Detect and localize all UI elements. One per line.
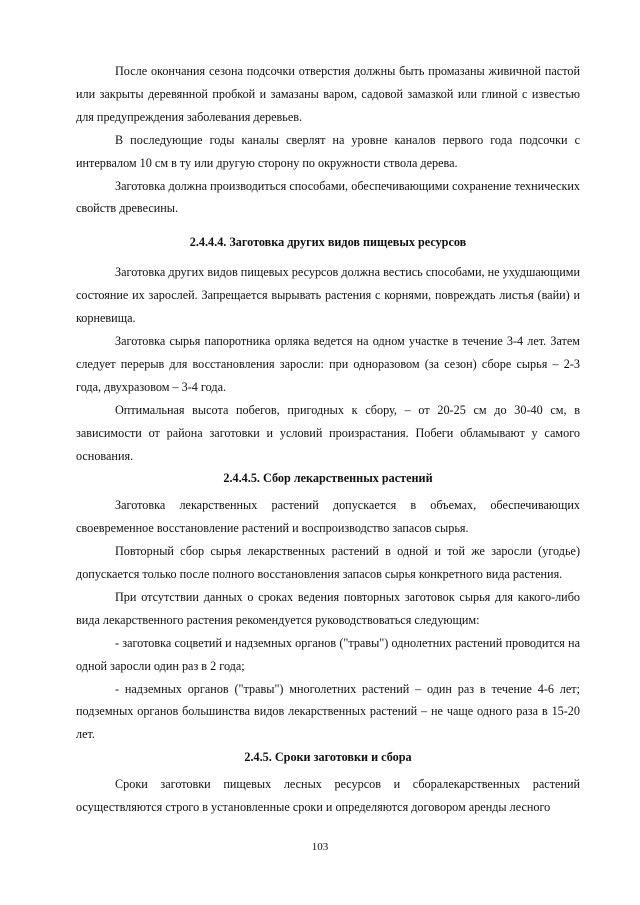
paragraph: Сроки заготовки пищевых лесных ресурсов и сборалекарственных растений осуществляются строго в установленные сроки и определяются договором аренды лесного (76, 777, 580, 815)
list-item: - надземных органов ("травы") многолетних растений – один раз в течение 4-6 лет; подземных органов большинства видов лекарственных растений – не чаще одного раза в 15-20 лет. (76, 681, 580, 742)
section-heading-2445: 2.4.4.5. Сбор лекарственных растений (223, 471, 433, 486)
list-item: - заготовка соцветий и надземных органов ("травы") однолетних растений проводится на одной заросли один раз в 2 года; (76, 635, 580, 673)
paragraph: После окончания сезона подсочки отверстия должны быть промазаны живичной пастой или закрыты деревянной пробкой и замазаны варом, садовой замазкой или глиной с известью для предупреждения заболевания деревьев. (76, 64, 580, 124)
paragraph: При отсутствии данных о сроках ведения повторных заготовок сырья для какого-либо вида лекарственного растения рекомендуется руководствоваться следующим: (76, 589, 580, 627)
paragraph: В последующие годы каналы сверлят на уровне каналов первого года подсочки с интервалом 10 см в ту или другую сторону по окружности ствола дерева. (76, 132, 580, 170)
section-heading-245: 2.4.5. Сроки заготовки и сбора (244, 750, 412, 765)
paragraph: Оптимальная высота побегов, пригодных к сбору, – от 20-25 см до 30-40 см, в зависимости от района заготовки и условий произрастания. Побеги обламывают у самого основания. (76, 402, 580, 463)
paragraph: Заготовка сырья папоротника орляка ведется на одном участке в течение 3-4 лет. Затем следует перерыв для восстановления заросли: при одноразовом (за сезон) сборе сырья – 2-3 года, двухразовом – 3-4 года. (76, 333, 580, 394)
paragraph: Заготовка лекарственных растений допускается в объемах, обеспечивающих своевременное восстановление растений и воспроизводство запасов сырья. (76, 498, 580, 536)
paragraph: Заготовка должна производиться способами, обеспечивающими сохранение технических свойств древесины. (76, 178, 580, 216)
section-heading-2444: 2.4.4.4. Заготовка других видов пищевых ресурсов (189, 235, 467, 250)
page-number: 103 (311, 841, 329, 853)
document-page (76, 60, 580, 819)
paragraph: Заготовка других видов пищевых ресурсов должна вестись способами, не ухудшающими состояние их зарослей. Запрещается вырывать растения с корнями, повреждать листья (вайи) и корневища. (76, 265, 580, 326)
paragraph: Повторный сбор сырья лекарственных растений в одной и той же заросли (угодье) допускается только после полного восстановления запасов сырья конкретного вида растения. (76, 544, 580, 582)
